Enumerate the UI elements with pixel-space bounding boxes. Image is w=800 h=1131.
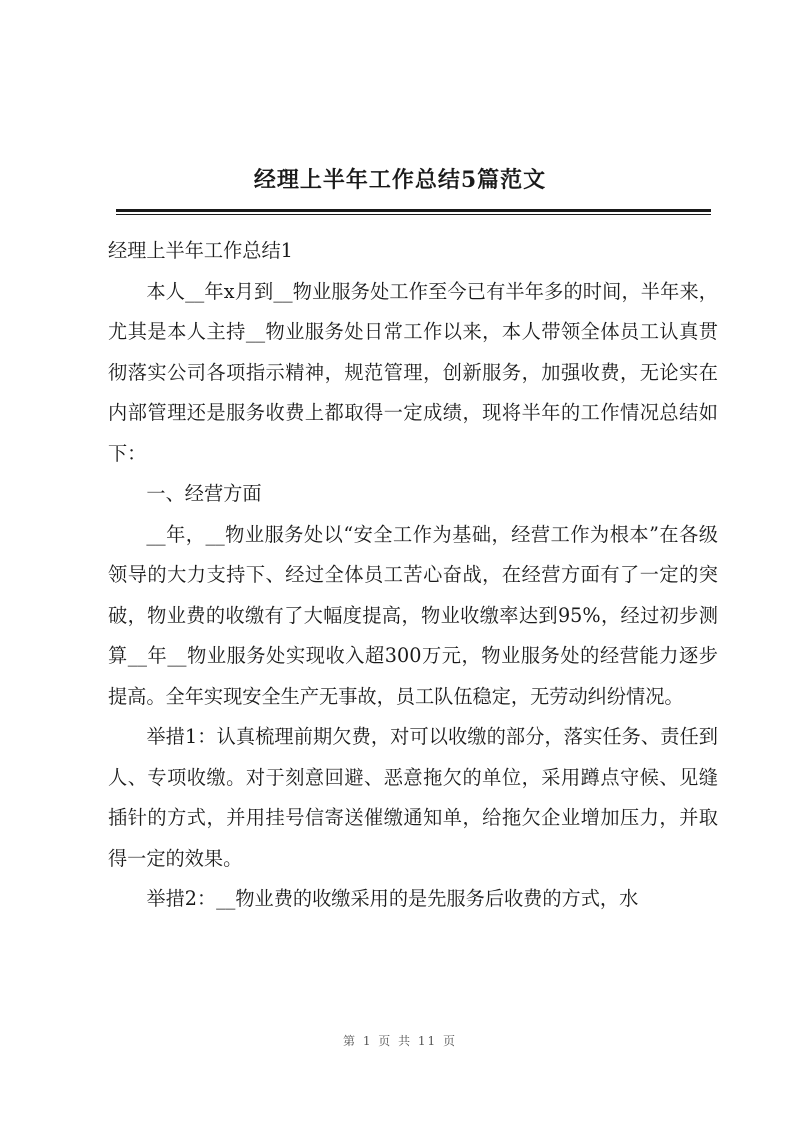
paragraph-measure-2: 举措2：__物业费的收缴采用的是先服务后收费的方式，水 <box>146 887 639 910</box>
paragraph-operations: __年，__物业服务处以“安全工作为基础，经营工作为根本”在各级领导的大力支持下、经过全体员工苦心奋战，在经营方面有了一定的突破，物业费的收缴有了大幅度提高，物业收缴率达到95%，经过初步测算__年__物业服务处实现收入超300万元，物业服务处的经营能力逐步提高。全年实现安全生产无事故，员工队伍稳定，无劳动纠纷情况。 <box>108 522 718 708</box>
subheading-operations: 一、经营方面 <box>146 482 262 505</box>
paragraph-intro: 本人__年x月到__物业服务处工作至今已有半年多的时间，半年来，尤其是本人主持__物业服务处日常工作以来，本人带领全体员工认真贯彻落实公司各项指示精神，规范管理，创新服务，加强收费，无论实在内部管理还是服务收费上都取得一定成绩，现将半年的工作情况总结如下： <box>108 279 718 465</box>
page-number-footer: 第 1 页 共 11 页 <box>343 1034 457 1048</box>
title-divider-thin <box>116 214 711 215</box>
document-title: 经理上半年工作总结5篇范文 <box>253 167 547 193</box>
paragraph-measure-1: 举措1：认真梳理前期欠费，对可以收缴的部分，落实任务、责任到人、专项收缴。对于刻意回避、恶意拖欠的单位，采用蹲点守候、见缝插针的方式，并用挂号信寄送催缴通知单，给拖欠企业增加压力，并取得一定的效果。 <box>108 725 718 870</box>
section-heading: 经理上半年工作总结1 <box>108 239 293 262</box>
document-body <box>108 231 718 920</box>
title-divider <box>116 209 711 212</box>
